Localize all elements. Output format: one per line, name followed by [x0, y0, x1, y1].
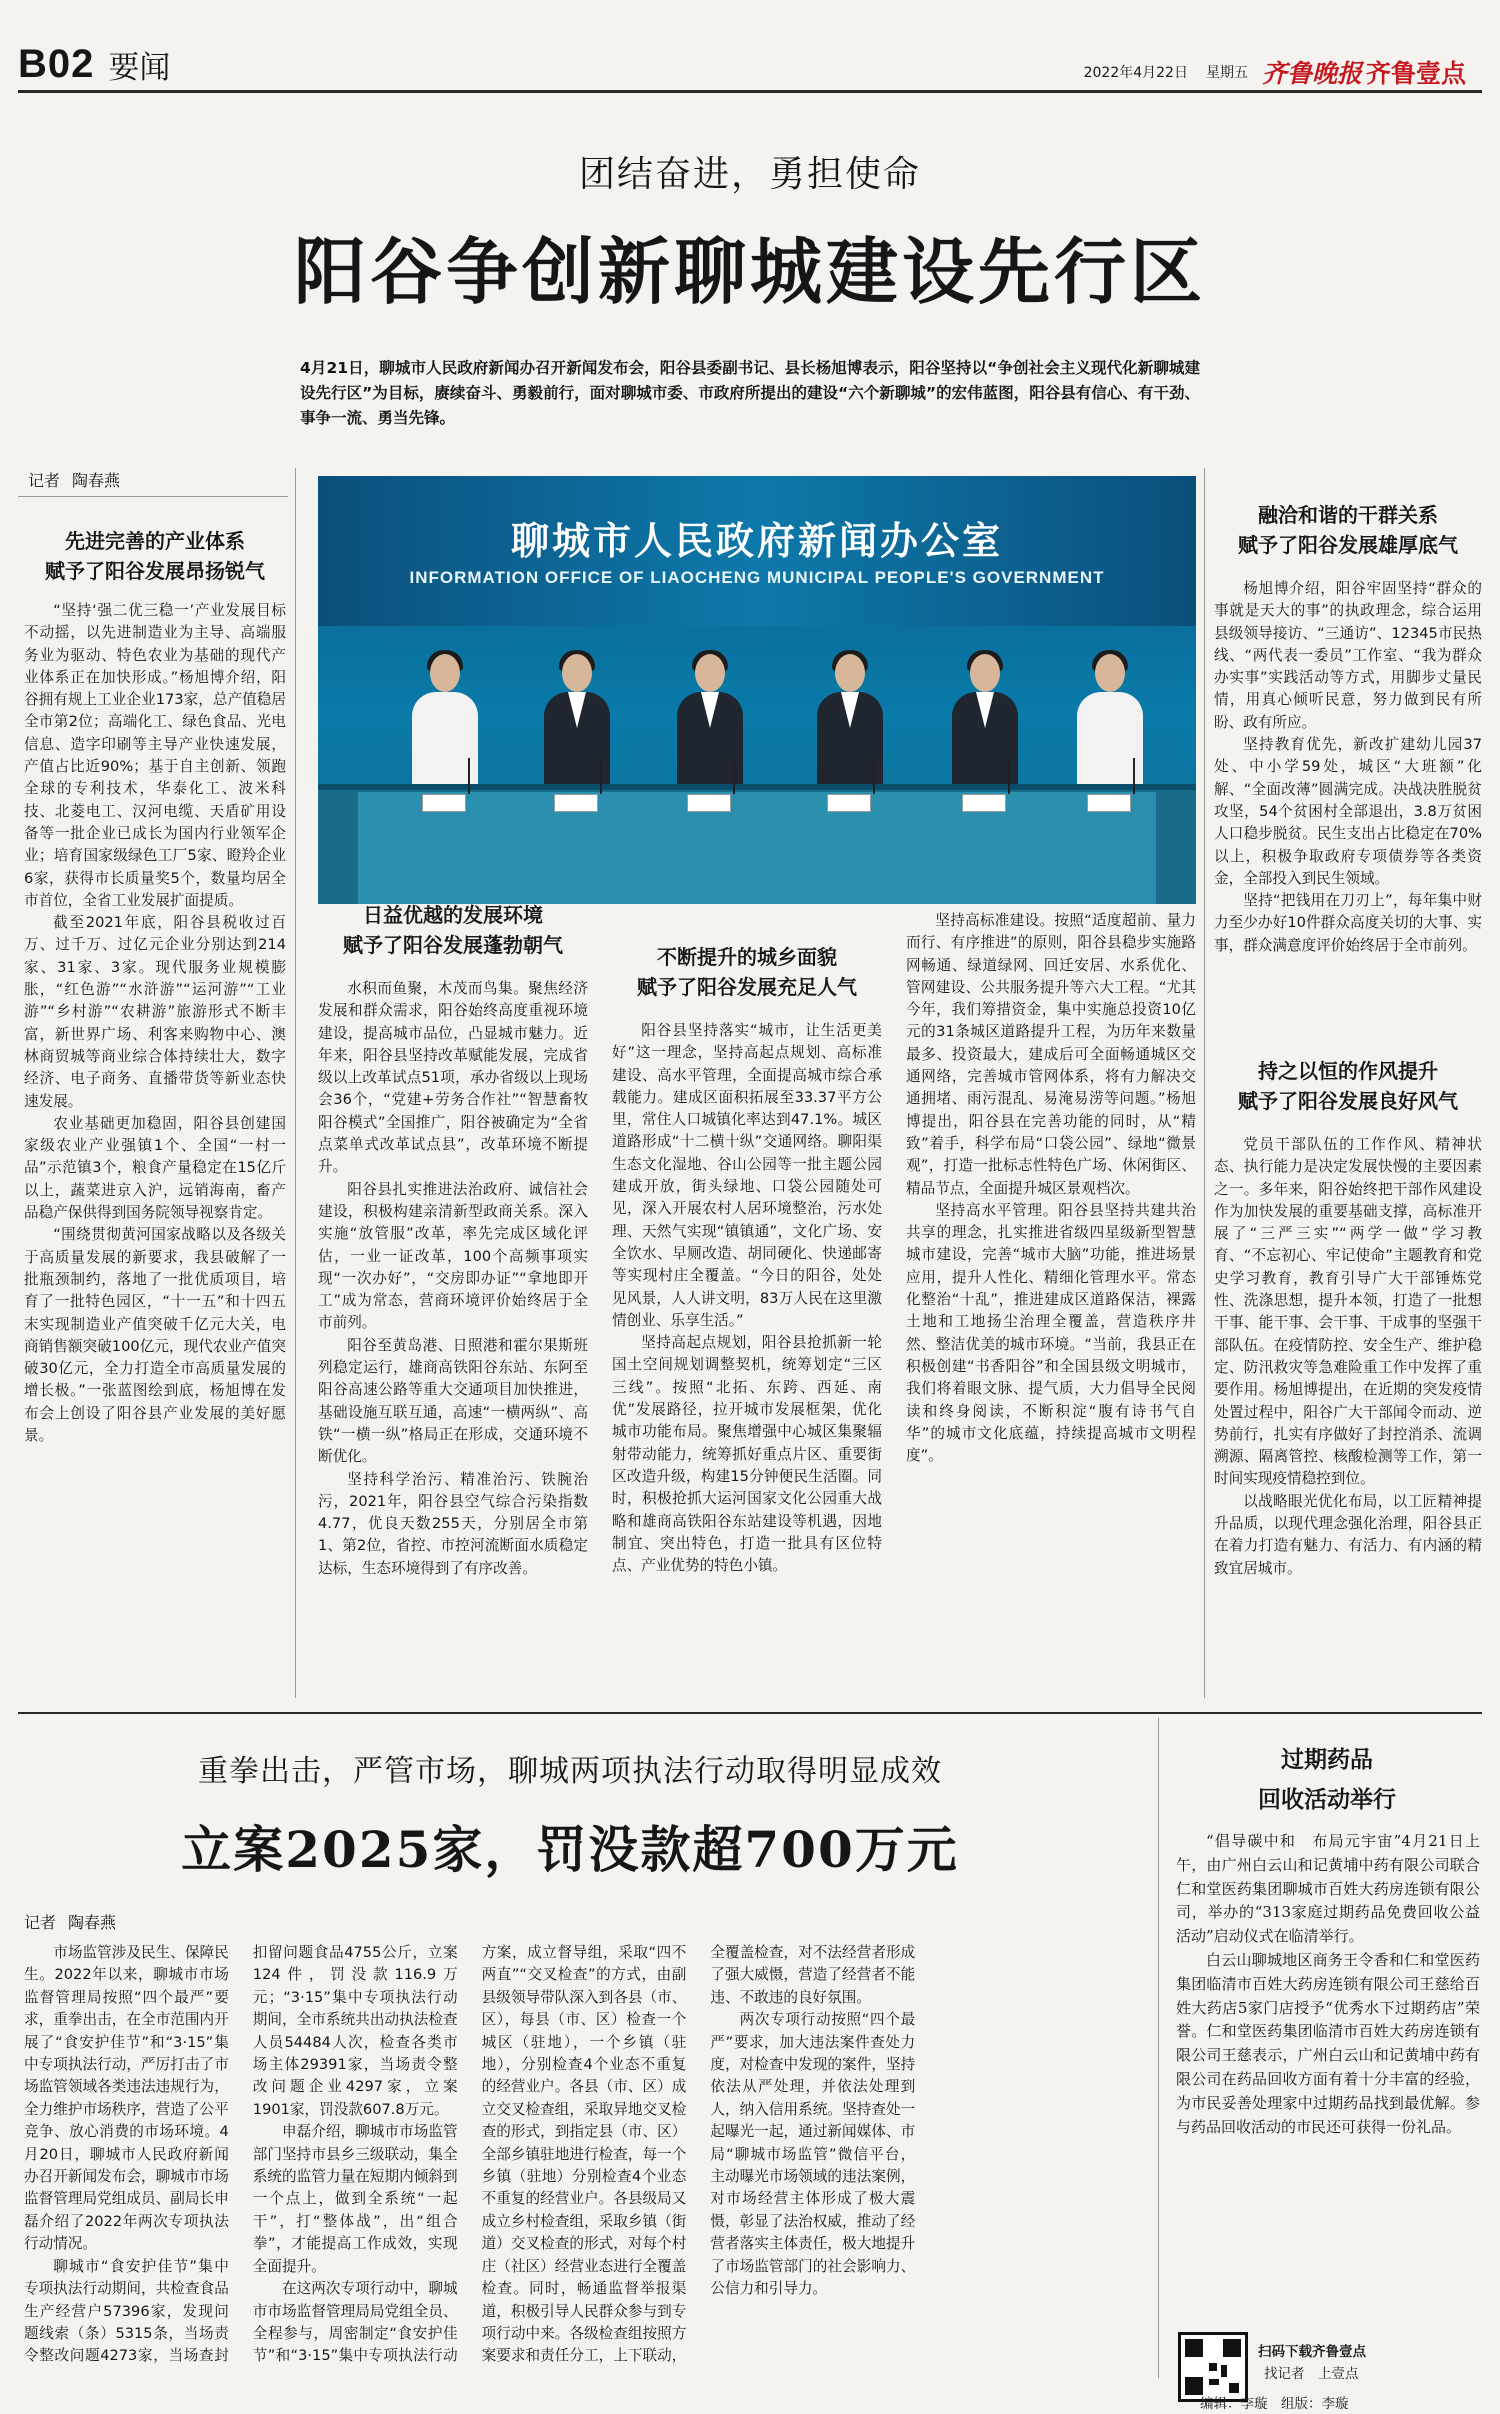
microphone: [600, 758, 602, 794]
nameplate: [554, 794, 598, 812]
microphone: [468, 758, 470, 794]
section-title-line1: 先进完善的产业体系: [65, 529, 245, 553]
main-lead: 4月21日，聊城市人民政府新闻办召开新闻发布会，阳谷县委副书记、县长杨旭博表示，阳谷坚持以“争创社会主义现代化新聊城建设先行区”为目标，赓续奋斗、勇毅前行，面对聊城市委、市政府所提出的建设“六个新聊城”的宏伟蓝图，阳谷县有信心、有干劲、事争一流、勇当先锋。: [300, 359, 1200, 427]
section-title-environment: [318, 900, 588, 960]
section-title-line2: 赋予了阳谷发展良好风气: [1238, 1089, 1458, 1113]
section-title-line2: 赋予了阳谷发展充足人气: [637, 975, 857, 999]
byline-rule: [18, 496, 288, 497]
nameplate: [827, 794, 871, 812]
section-title-line1: 持之以恒的作风提升: [1258, 1059, 1438, 1083]
speaker-figure: [673, 654, 747, 804]
microphone: [873, 758, 875, 794]
qr-caption-1: 扫码下载齐鲁壹点: [1258, 2344, 1366, 2360]
reporter-label: 记者: [24, 1913, 57, 1932]
main-byline: [28, 468, 120, 491]
nameplate: [687, 794, 731, 812]
paragraph: “围绕贯彻黄河国家战略以及各级关于高质量发展的新要求，我县破解了一批瓶颈制约，落地了一批优质项目，培育了一批特色园区，“十一五”和十四五末实现制造业产值突破千亿元大关，电商销售额突破100亿元，现代农业产值突破30亿元，全力打造全市高质量发展的增长极。”一张蓝图绘到底，杨旭博在发布会上创设了阳谷县产业发展的美好愿景。: [24, 1226, 286, 1444]
section-title-urban: [612, 942, 882, 1002]
section-title-line1: 日益优越的发展环境: [363, 903, 543, 927]
issue-date: 2022年4月22日: [1083, 65, 1188, 81]
paragraph: 聊城市“食安护佳节”集中专项执法行动期间，共检查食品生产经营户57396家，发现问题线索（条）5315条，当场责令整改问题4273家，当场查封扣留问题食品4755公斤，立案124件，罚没款116.9万元；“3·15”集中专项执法行动期间，全市系统共出动执法检查人员54484人次，检查各类市场主体29391家，当场责令整改问题企业4297家，立案1901家，罚没款607.8万元。: [24, 1944, 458, 2365]
section-title-line2: 赋予了阳谷发展昂扬锐气: [45, 559, 265, 583]
section-title-line1: 不断提升的城乡面貌: [657, 945, 837, 969]
qr-caption-2: 找记者 上壹点: [1264, 2366, 1359, 2382]
microphone: [733, 758, 735, 794]
paragraph: 水积而鱼聚，木茂而鸟集。聚焦经济发展和群众需求，阳谷始终高度重视环境建设，提高城市品位，凸显城市魅力。近年来，阳谷县坚持改革赋能发展，完成省级以上改革试点51项，承办省级以上现场会36个，“党建+劳务合作社”“智慧畜牧阳谷模式”全国推广，阳谷被确定为“全省点菜单式改革试点县”，改革环境不断提升。: [318, 980, 588, 1176]
article-column-4: [906, 910, 1196, 1696]
editor-credit: 编辑：李璇 组版：李璇: [1200, 2396, 1349, 2412]
article-column-2: [318, 978, 588, 1696]
photo-banner-title: 聊城市人民政府新闻办公室: [510, 519, 1003, 563]
section-name: 要闻: [108, 50, 171, 86]
reporter-label: 记者: [28, 471, 61, 490]
paragraph: 坚持“把钱用在刀刃上”，每年集中财力至少办好10件群众高度关切的大事、实事，群众满意度评价始终居于全市前列。: [1214, 892, 1482, 954]
reporter-name: 陶春燕: [72, 471, 121, 490]
article-column-3: [612, 1020, 882, 1696]
section-title-line2: 赋予了阳谷发展蓬勃朝气: [343, 933, 563, 957]
reporter-name: 陶春燕: [68, 1913, 117, 1932]
page-header-left: [18, 42, 170, 87]
paragraph: 坚持高标准建设。按照“适度超前、量力而行、有序推进”的原则，阳谷县稳步实施路网畅通、绿道绿网、回迁安居、水系优化、管网建设、公共服务提升等六大工程。“尤其今年，我们筹措资金，集中实施总投资10亿元的31条城区道路提升工程，为历年来数量最多、投资最大，建成后可全面畅通城区交通网络，完善城市管网体系，将有力解决交通拥堵、雨污混乱、易淹易涝等问题。”杨旭博提出，阳谷县在完善功能的同时，从“精致”着手，科学布局“口袋公园”、绿地“微景观”，打造一批标志性特色广场、休闲街区、精品节点，全面提升城区景观档次。: [906, 912, 1196, 1197]
table-cloth: [358, 792, 1156, 904]
second-kicker: 重拳出击，严管市场，聊城两项执法行动取得明显成效: [198, 1754, 942, 1789]
paragraph: 两次专项行动按照“四个最严”要求，加大违法案件查处力度，对检查中发现的案件，坚持依法从严处理，并依法处理到人，纳入信用系统。坚持查处一起曝光一起，通过新闻媒体、市局“聊城市场监管”微信平台，主动曝光市场领域的违法案例，对市场经营主体形成了极大震慑，彰显了法治权威，推动了经营者落实主体责任，极大地提升了市场监管部门的社会影响力、公信力和引导力。: [710, 2011, 916, 2298]
column-divider: [1204, 468, 1205, 1698]
page-header-right: [1084, 54, 1466, 90]
app-logo: 齐鲁壹点: [1365, 59, 1466, 88]
second-headline: 立案2025家，罚没款超700万元: [181, 1820, 959, 1879]
paragraph: 以战略眼光优化布局，以工匠精神提升品质，以现代理念强化治理，阳谷县正在着力打造有魅力、有活力、有内涵的精致宜居城市。: [1214, 1492, 1482, 1577]
paragraph: 坚持高水平管理。阳谷县坚持共建共治共享的理念，扎实推进省级四星级新型智慧城市建设，完善“城市大脑”功能，推进场景应用，提升人性化、精细化管理水平。常态化整治“十乱”，推进建成区道路保洁，裸露土地和工地扬尘治理全覆盖，营造秩序井然、整洁优美的城市环境。“当前，我县正在积极创建“书香阳谷”和全国县级文明城市，我们将着眼文脉、提气质，大力倡导全民阅读和终身阅读，不断积淀“腹有诗书气自华”的城市文化底蕴，持续提高城市文明程度”。: [906, 1201, 1196, 1465]
issue-weekday: 星期五: [1205, 65, 1248, 81]
speaker-figure: [540, 654, 614, 804]
main-headline: 阳谷争创新聊城建设先行区: [293, 229, 1206, 314]
article-column-5a: [1214, 578, 1482, 1024]
section-title-line2: 赋予了阳谷发展雄厚底气: [1238, 533, 1458, 557]
nameplate: [1087, 794, 1131, 812]
section-title-relations: [1212, 500, 1484, 560]
paragraph: 阳谷县扎实推进法治政府、诚信社会建设，积极构建亲清新型政商关系。深入实施“放管服”改革，率先完成区域化评估，一业一证改革，100个高频事项实现“一次办好”，“交房即办证”“拿地即开工”成为常态，营商环境评价始终居于全市前列。: [318, 1180, 588, 1332]
section-title-industry: [22, 526, 288, 586]
column-divider: [295, 468, 296, 1698]
sidebar-title-line2: 回收活动举行: [1258, 1786, 1396, 1813]
speaker-figure: [1073, 654, 1147, 804]
page-number: B02: [18, 42, 95, 86]
speaker-figure: [813, 654, 887, 804]
paragraph: 党员干部队伍的工作作风、精神状态、执行能力是决定发展快慢的主要因素之一。多年来，阳谷始终把干部作风建设作为加快发展的重要基础支撑，高标准开展了“三严三实”“两学一做”学习教育、“不忘初心、牢记使命”主题教育和党史学习教育，教育引导广大干部锤炼党性、洗涤思想，提升本领，打造了一批想干事、能干事、会干事、干成事的坚强干部队伍。在疫情防控、安全生产、维护稳定、防汛救灾等急难险重工作中发挥了重要作用。杨旭博提出，在近期的突发疫情处置过程中，阳谷广大干部闻令而动、逆势前行，扎实有序做好了封控消杀、流调溯源、隔离管控、核酸检测等工作，第一时间实现疫情稳控到位。: [1214, 1136, 1482, 1488]
microphone: [1133, 758, 1135, 794]
sidebar-body: [1176, 1830, 1480, 2320]
microphone: [1008, 758, 1010, 794]
paragraph: 申磊介绍，聊城市市场监管部门坚持市县乡三级联动，集全系统的监管力量在短期内倾斜到一个点上，做到全系统“一起干”，打“整体战”，出“组合拳”，才能提高工作成效，实现全面提升。: [252, 2123, 458, 2275]
paragraph: 白云山聊城地区商务王令香和仁和堂医药集团临清市百姓大药房连锁有限公司王慈给百姓大药店5家门店授予“优秀水下过期药店”荣誉。仁和堂医药集团临清市百姓大药房连锁有限公司王慈表示，广州白云山和记黄埔中药有限公司在药品回收方面有着十分丰富的经验，为市民妥善处理家中过期药品找到最优解。参与药品回收活动的市民还可获得一份礼品。: [1176, 1950, 1480, 2136]
sidebar-title: [1172, 1740, 1482, 1820]
newspaper-logo: 齐鲁晚报: [1261, 59, 1362, 88]
second-story-body: [24, 1942, 1144, 2378]
paragraph: 坚持高起点规划，阳谷县抢抓新一轮国土空间规划调整契机，统筹划定“三区三线”。按照“北拓、东跨、西延、南优”发展路径，拉开城市发展框架，优化城市功能布局。聚焦增强中心城区集聚辐射带动能力，统筹抓好重点片区、重要街区改造升级，构建15分钟便民生活圈。同时，积极抢抓大运河国家文化公园重大战略和雄商高铁阳谷东站建设等机遇，因地制宜、突出特色，打造一批具有区位特点、产业优势的特色小镇。: [612, 1334, 882, 1575]
paragraph: 坚持科学治污、精准治污、铁腕治污，2021年，阳谷县空气综合污染指数4.77，优良天数255天，分别居全市第1、第2位，省控、市控河流断面水质稳定达标，生态环境得到了有序改善。: [318, 1470, 588, 1577]
main-kicker: 团结奋进，勇担使命: [578, 154, 921, 195]
paragraph: 农业基础更加稳固，阳谷县创建国家级农业产业强镇1个、全国“一村一品”示范镇3个，粮食产量稳定在15亿斤以上，蔬菜进京入沪，远销海南，畜产品稳产保供得到国务院领导视察肯定。: [24, 1114, 286, 1222]
paragraph: “坚持‘强二优三稳一’产业发展目标不动摇，以先进制造业为主导、高端服务业为驱动、特色农业为基础的现代产业体系正在加快形成。”杨旭博介绍，阳谷拥有规上工业企业173家，总产值稳居全市第2位；高端化工、绿色食品、光电信息、造字印刷等主导产业快速发展，产值占比近90%；基于自主创新、领跑全球的专利技术，华泰化工、波米科技、北菱电工、汉河电缆、天盾矿用设备等一批企业已成长为国内行业领军企业；培育国家级绿色工厂5家、瞪羚企业6家，获得市长质量奖5个，数量均居全市首位，全省工业发展扩面提质。: [24, 602, 286, 909]
column-divider: [1158, 1718, 1159, 2378]
paragraph: 阳谷至黄岛港、日照港和霍尔果斯班列稳定运行，雄商高铁阳谷东站、东阿至阳谷高速公路等重大交通项目加快推进，基础设施互联互通，高速“一横两纵”、高铁“一横一纵”格局正在形成，交通环境不断优化。: [318, 1336, 588, 1466]
press-conference-photo: [318, 476, 1196, 904]
nameplate: [422, 794, 466, 812]
nameplate: [962, 794, 1006, 812]
story-divider: [18, 1712, 1482, 1714]
article-column-5b: [1214, 1134, 1482, 1696]
header-rule: [18, 90, 1482, 93]
paragraph: 坚持教育优先，新改扩建幼儿园37处、中小学59处，城区“大班额”化解、“全面改薄”圆满完成。决战决胜脱贫攻坚，54个贫困村全部退出，3.8万贫困人口稳步脱贫。民生支出占比稳定在70%以上，积极争取政府专项债券等各类资金，全部投入到民生领域。: [1214, 736, 1482, 887]
section-title-line1: 融洽和谐的干群关系: [1258, 503, 1438, 527]
paragraph: 截至2021年底，阳谷县税收过百万、过千万、过亿元企业分别达到214家、31家、3家。现代服务业规模膨胀，“红色游”“水浒游”“运河游”“工业游”“乡村游”“农耕游”旅游形式不断丰富，新世界广场、利客来购物中心、澳林商贸城等商业综合体持续壮大，数字经济、电子商务、直播带货等新业态快速发展。: [24, 914, 286, 1110]
second-byline: [24, 1910, 116, 1933]
photo-banner-subtitle: INFORMATION OFFICE OF LIAOCHENG MUNICIPAL PEOPLE'S GOVERNMENT: [409, 568, 1105, 587]
section-title-conduct: [1212, 1056, 1484, 1116]
paragraph: 阳谷县坚持落实“城市，让生活更美好”这一理念，坚持高起点规划、高标准建设、高水平管理，全面提高城市综合承载能力。建成区面积拓展至33.37平方公里，常住人口城镇化率达到47.1%。城区道路形成“十二横十纵”交通网络。聊阳渠生态文化湿地、谷山公园等一批主题公园建成开放，街头绿地、口袋公园随处可见，深入开展农村人居环境整治，污水处理、天然气实现“镇镇通”，文化广场、安全饮水、早厕改造、胡同硬化、快递邮寄等实现村庄全覆盖。“今日的阳谷，处处见风景，人人讲文明，83万人民在这里激情创业、乐享生活。”: [612, 1022, 882, 1329]
paragraph: “倡导碳中和 布局元宇宙”4月21日上午，由广州白云山和记黄埔中药有限公司联合仁和堂医药集团聊城市百姓大药房连锁有限公司，举办的“313家庭过期药品免费回收公益活动”启动仪式在临清举行。: [1176, 1832, 1480, 1946]
paragraph: 在这两次专项行动中，聊城市市场监督管理局局党组全员、全程参与，周密制定“食安护佳节”和“3·15”集中专项执法行动方案，成立督导组，采取“四不两直”“交叉检查”的方式，由副县级领导带队深入到各县（市、区），每县（市、区）检查一个城区（驻地），一个乡镇（驻地），分别检查4个业态不重复的经营业户。各县（市、区）成立交叉检查组，采取异地交叉检查的形式，到指定县（市、区）全部乡镇驻地进行检查，每一个乡镇（驻地）分别检查4个业态不重复的经营业户。各县级局又成立乡村检查组，采取乡镇（街道）交叉检查的形式，对每个村庄（社区）经营业态进行全覆盖检查。同时，畅通监督举报渠道，积极引导人民群众参与到专项行动中来。各级检查组按照方案要求和责任分工，上下联动，全覆盖检查，对不法经营者形成了强大威慑，营造了经营者不能违、不敢违的良好氛围。: [252, 1944, 916, 2365]
paragraph: 市场监管涉及民生、保障民生。2022年以来，聊城市市场监督管理局按照“四个最严”要求，重拳出击，在全市范围内开展了“食安护佳节”和“3·15”集中专项执法行动，严厉打击了市场监管领域各类违法违规行为，全力维护市场秩序，营造了公平竞争、放心消费的市场环境。4月20日，聊城市人民政府新闻办召开新闻发布会，聊城市市场监督管理局党组成员、副局长申磊介绍了2022年两次专项执法行动情况。: [24, 1944, 229, 2253]
paragraph: 杨旭博介绍，阳谷牢固坚持“群众的事就是天大的事”的执政理念，综合运用县级领导接访、“三通访”、12345市民热线、“两代表一委员”工作室、“我为群众办实事”实践活动等方式，用脚步丈量民情，用真心倾听民意，努力做到民有所盼、政有所应。: [1214, 580, 1482, 731]
sidebar-title-line1: 过期药品: [1281, 1746, 1373, 1773]
article-column-1: [24, 600, 286, 1696]
speaker-figure: [408, 654, 482, 804]
speaker-figure: [948, 654, 1022, 804]
